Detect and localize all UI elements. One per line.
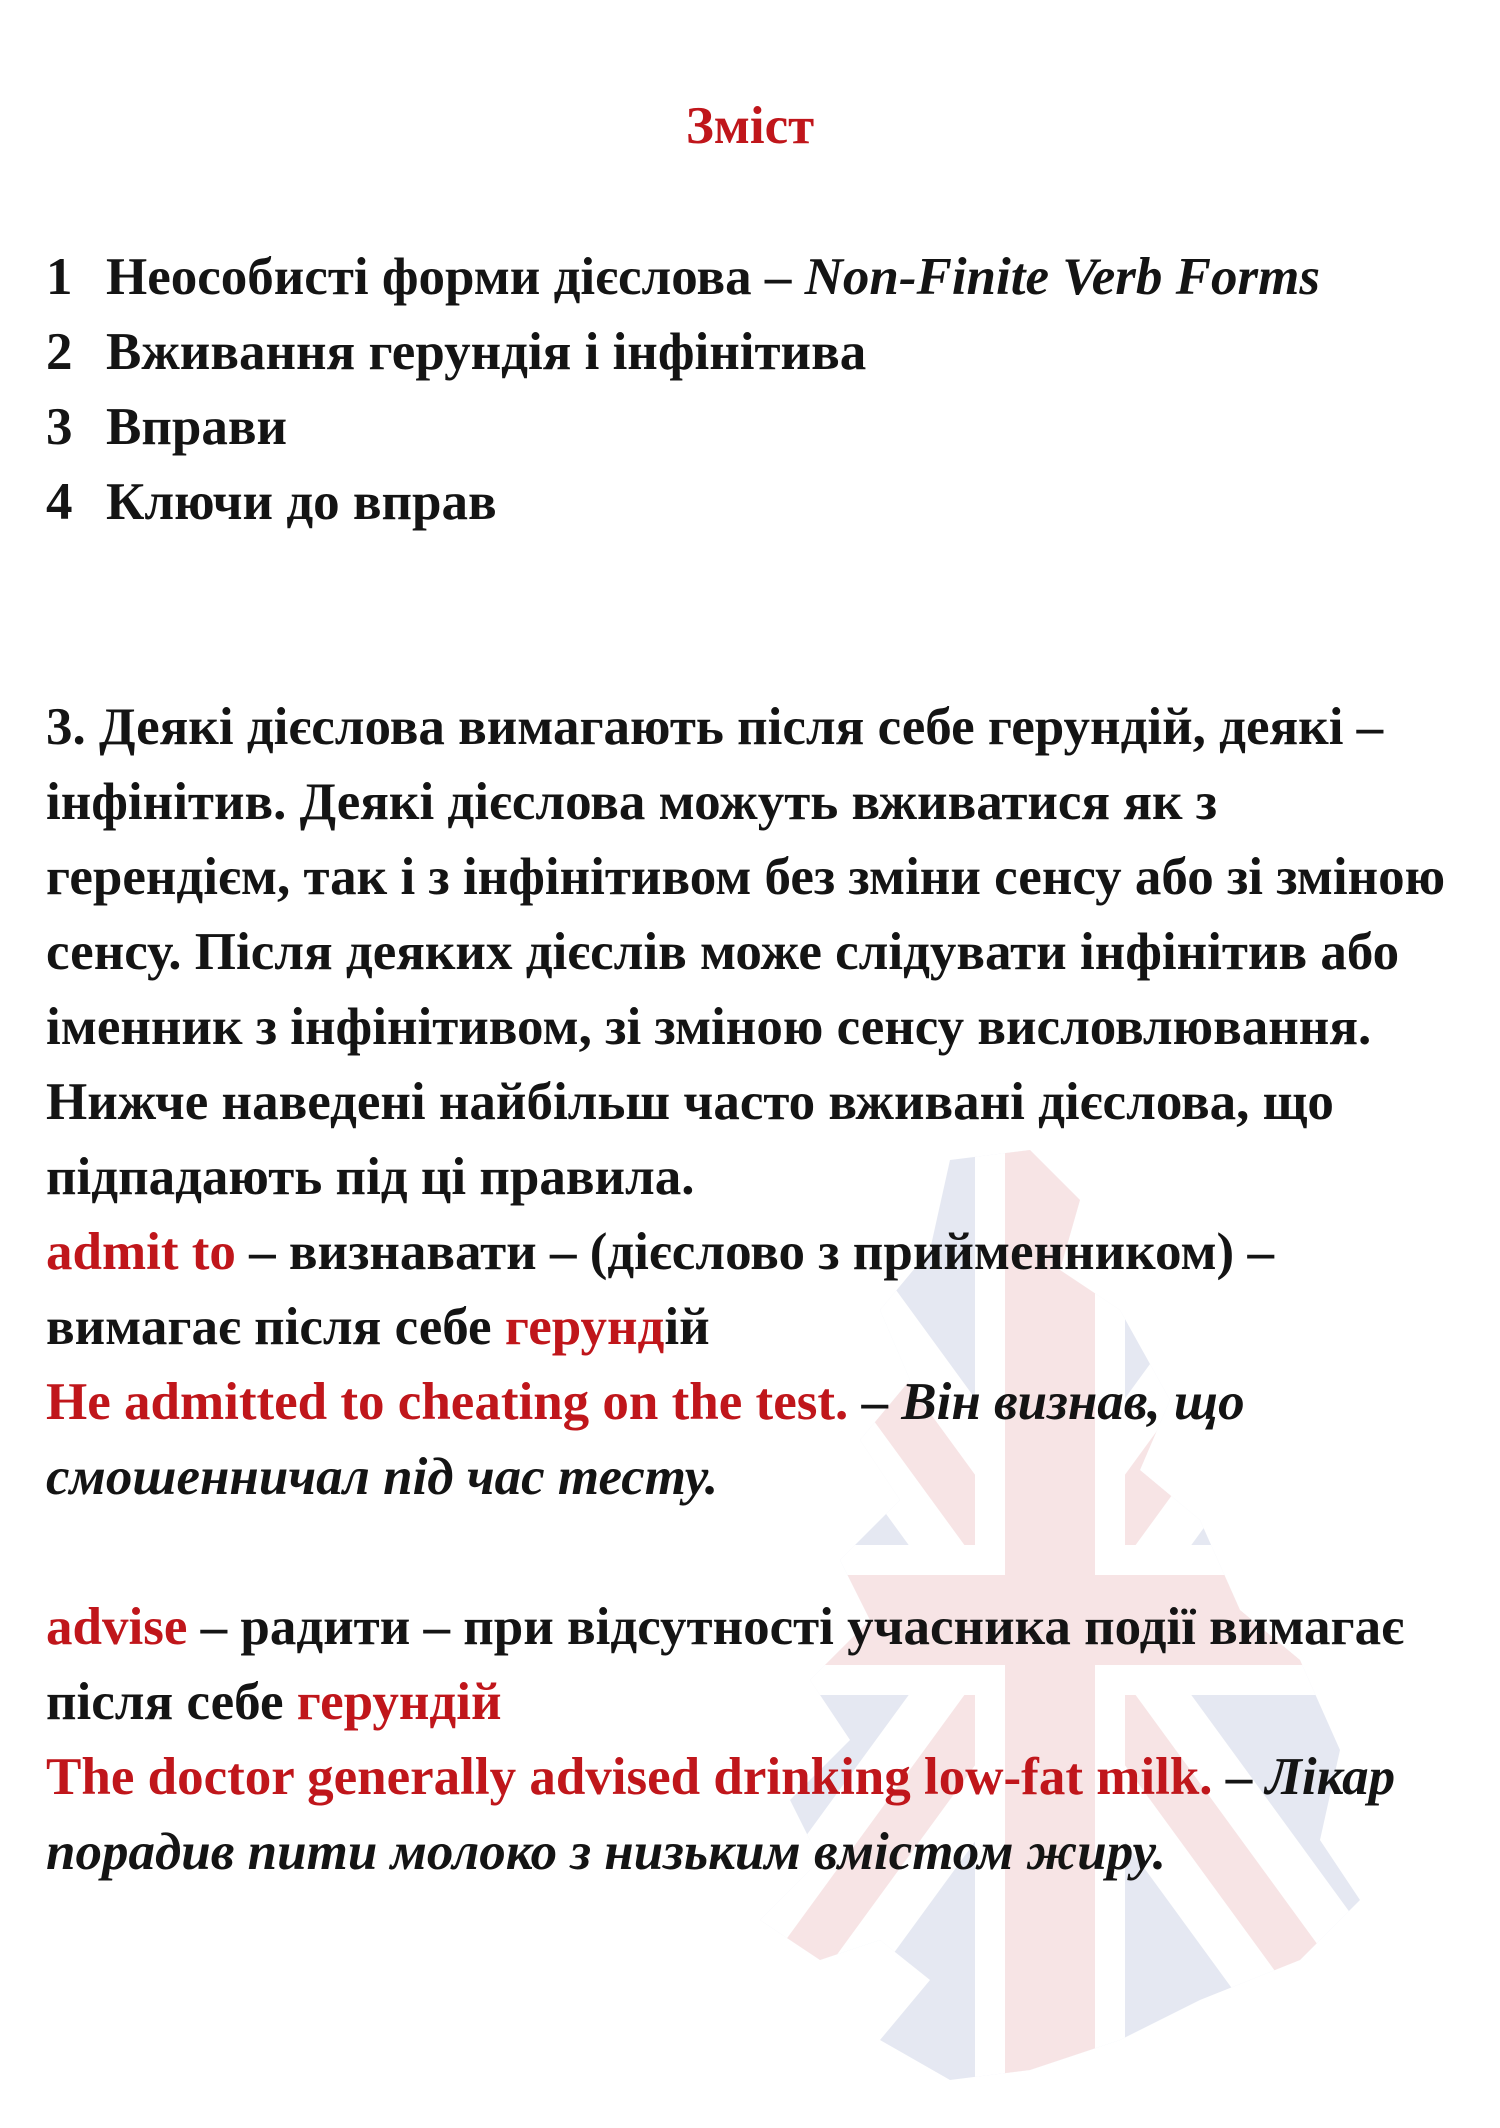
verb-entry: [46, 1215, 1456, 1365]
ukrainian-translation: Лікар порадив пити молоко з низьким вмістом жиру.: [46, 1748, 1396, 1881]
verb-definition: – визнавати – (дієслово з прийменником) – вимагає після себе: [46, 1223, 1274, 1356]
english-example: He admitted to cheating on the test.: [46, 1373, 849, 1431]
verb-form-highlight: герундій: [296, 1673, 502, 1731]
toc-number: 2: [46, 323, 73, 381]
toc-text: Неособисті форми дієслова –: [106, 248, 805, 306]
verb-entry: [46, 1590, 1456, 1740]
toc-text: Вживання герундія і інфінітива: [106, 323, 867, 381]
intro-paragraph: 3. Деякі дієслова вимагають після себе герундій, деякі – інфінітив. Деякі дієслова можуть вживатися як з герендієм, так і з інфінітивом без зміни сенсу або зі зміною сенсу. Після деяких дієслів може слідувати інфінітив або іменник з інфінітивом, зі зміною сенсу висловлювання. Нижче наведені найбільш часто вживані дієслова, що підпадають під ці правила.: [46, 698, 1446, 1206]
toc-item[interactable]: [46, 240, 1456, 315]
toc-text: Ключи до вправ: [106, 473, 497, 531]
english-example: The doctor generally advised drinking low-fat milk.: [46, 1748, 1213, 1806]
toc-item[interactable]: [46, 465, 1456, 540]
example-sentence: [46, 1365, 1456, 1515]
example-dash: –: [1212, 1748, 1266, 1806]
table-of-contents: [46, 240, 1456, 540]
page-title: Зміст: [685, 97, 815, 155]
content-body: [46, 690, 1456, 1890]
verb-form-rest: ій: [664, 1298, 710, 1356]
toc-item[interactable]: [46, 390, 1456, 465]
spacer: [46, 1515, 1456, 1590]
verb-term: advise: [46, 1598, 188, 1656]
toc-item[interactable]: [46, 315, 1456, 390]
verb-form-highlight: герунд: [504, 1298, 665, 1356]
ukrainian-translation: Він визнав, що смошенничал під час тесту.: [46, 1373, 1245, 1506]
example-sentence: [46, 1740, 1456, 1890]
toc-number: 3: [46, 398, 73, 456]
toc-english-term: Non-Finite Verb Forms: [804, 248, 1320, 306]
toc-number: 1: [46, 248, 73, 306]
verb-term: admit to: [46, 1223, 236, 1281]
toc-number: 4: [46, 473, 73, 531]
example-dash: –: [848, 1373, 902, 1431]
toc-text: Вправи: [106, 398, 288, 456]
verb-definition: – радити – при відсутності учасника події вимагає після себе: [46, 1598, 1405, 1731]
